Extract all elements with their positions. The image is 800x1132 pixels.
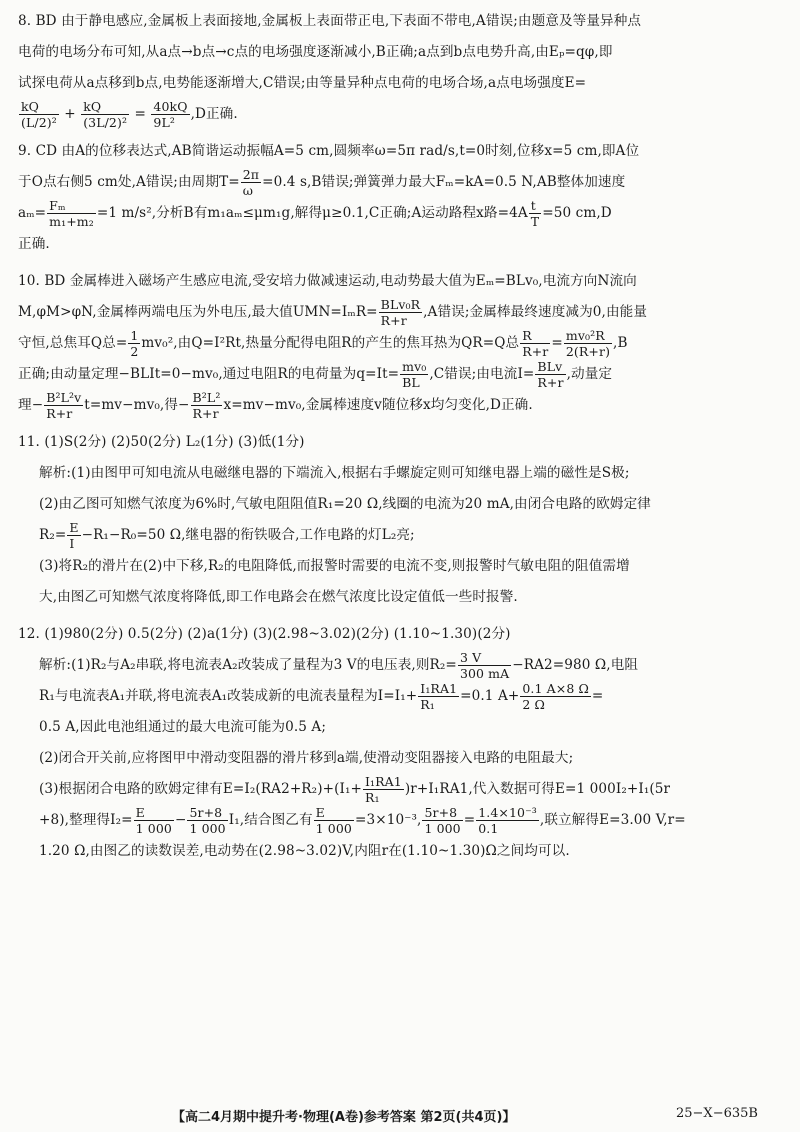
q8-line-3: 试探电荷从a点移到b点,电势能逐渐增大,C错误;由等量异种点电荷的电场合场,a点电场强度E= <box>18 75 587 91</box>
q8-fraction-3: $\frac{40kQ}{\text{9L²}}$ <box>153 99 188 130</box>
footer-title: 【高二4月期中提升考·物理(A卷)参考答案 第2页(共4页)】 <box>172 1110 516 1125</box>
q11-analysis-2: (2)由乙图可知燃气浓度为6%时,气敏电阻阻值R₁=20 Ω,线圈的电流为20 mA,由闭合电路的欧姆定律 <box>39 496 651 512</box>
q10-line-5: 理− $\frac{\text{B²L²v}}{R+r}$ t=mv−mv₀,得− $\frac{\text{B²L²}}{R+r}$ x=mv−mv₀,金属棒速度v随位移x均匀变化,D正确. <box>18 390 533 421</box>
q10-fraction-impulse: $\frac{\text{B²L²v}}{R+r}$ <box>46 390 82 421</box>
q12-fraction-intercept: $\frac{E}{1 000}$ <box>315 805 352 836</box>
q12-fraction-slope-2: $\frac{5r+8}{1 000}$ <box>424 805 461 836</box>
q10-fraction-displacement: $\frac{\text{B²L²}}{R+r}$ <box>192 390 221 421</box>
q10-fraction-half: $\frac{1}{2}$ <box>130 328 139 359</box>
q12-fraction-e: $\frac{E}{1 000}$ <box>135 805 172 836</box>
q11-analysis-4: (3)将R₂的滑片在(2)中下移,R₂的电阻降低,而报警时需要的电流不变,则报警时气敏电阻的阻值需增 <box>39 558 630 574</box>
q10-line-3: 守恒,总焦耳Q总= $\frac{1}{2}$ mv₀²,由Q=I²Rt,热量分配得电阻R的产生的焦耳热为QR=Q总 $\frac{R}{R+r}$ = $\frac{\text{mv₀²R}}{2(R+r)}$ ,B <box>18 328 628 359</box>
q12-fraction-slope: $\frac{5r+8}{1 000}$ <box>189 805 226 836</box>
question-12 <box>18 619 786 867</box>
q9-fraction-accel: $\frac{\text{Fₘ}}{\text{m₁+m₂}}$ <box>49 198 94 229</box>
q11-analysis-5: 大,由图乙可知燃气浓度将降低,即工作电路会在燃气浓度比设定值低一些时报警. <box>39 589 518 605</box>
question-11 <box>18 427 786 613</box>
q10-fraction-ratio: $\frac{R}{R+r}$ <box>522 328 549 359</box>
page-footer <box>0 1104 800 1128</box>
footer-code: 25−X−635B <box>676 1106 758 1121</box>
q12-analysis-6: +8),整理得I₂= $\frac{E}{1 000}$ − $\frac{5r+8}{1 000}$ I₁,结合图乙有 $\frac{E}{1 000}$ =3×10⁻³, $\frac{5r+8}{1 000}$ = $\frac{\text{1.4×10⁻³}}{0.1}$ ,联立解得E=3.00 V,r= <box>39 805 686 836</box>
q12-fraction-graph: $\frac{\text{1.4×10⁻³}}{0.1}$ <box>478 805 537 836</box>
q9-line-4: 正确. <box>18 236 50 252</box>
q12-analysis-1: 解析:(1)R₂与A₂串联,将电流表A₂改装成了量程为3 V的电压表,则R₂= $\frac{3 V}{300 mA}$ −RA2=980 Ω,电阻 <box>39 650 639 681</box>
q12-fraction-loop: $\frac{\text{I₁RA1}}{\text{R₁}}$ <box>365 774 402 805</box>
question-8 <box>18 6 786 130</box>
q9-line-3: aₘ= $\frac{\text{Fₘ}}{\text{m₁+m₂}}$ =1 m/s²,分析B有m₁aₘ≤μm₁g,解得μ≥0.1,C正确;A运动路程x路=4A $\frac{t}{T}$ =50 cm,D <box>18 198 612 229</box>
q8-line-4: $\frac{kQ}{\text{(L/2)²}}$ + $\frac{kQ}{\text{(3L/2)²}}$ = $\frac{40kQ}{\text{9L²}}$ ,D正确. <box>21 99 238 130</box>
q8-fraction-1: $\frac{kQ}{\text{(L/2)²}}$ <box>21 99 57 130</box>
q8-line-2: 电荷的电场分布可知,从a点→b点→c点的电场强度逐渐减小,B正确;a点到b点电势升高,由Eₚ=qφ,即 <box>18 44 613 60</box>
q12-fraction-shunt: $\frac{\text{I₁RA1}}{\text{R₁}}$ <box>420 681 458 712</box>
q8-line-1: 8. BD 由于静电感应,金属板上表面接地,金属板上表面带正电,下表面不带电,A错误;由题意及等量异种点 <box>18 13 642 29</box>
q12-analysis-3: 0.5 A,因此电池组通过的最大电流可能为0.5 A; <box>39 719 327 735</box>
q12-fraction-r2: $\frac{3 V}{300 mA}$ <box>459 650 510 681</box>
q10-fraction-charge: $\frac{\text{mv₀}}{BL}$ <box>402 359 427 390</box>
q10-fraction-heat: $\frac{\text{mv₀²R}}{2(R+r)}$ <box>565 328 611 359</box>
q10-line-4: 正确;由动量定理−BLIt=0−mv₀,通过电阻R的电荷量为q=It= $\frac{\text{mv₀}}{BL}$ ,C错误;由电流I= $\frac{\text{BLv}}{R+r}$ ,动量定 <box>18 359 613 390</box>
q11-analysis-3: R₂= $\frac{E}{I}$ −R₁−R₀=50 Ω,继电器的衔铁吸合,工作电路的灯L₂亮; <box>39 520 415 551</box>
q11-fraction-ohm: $\frac{E}{I}$ <box>69 520 79 551</box>
q12-analysis-5: (3)根据闭合电路的欧姆定律有E=I₂(RA2+R₂)+(I₁+ $\frac{\text{I₁RA1}}{\text{R₁}}$ )r+I₁RA1,代入数据可得E=1 000I₂+I₁(5r <box>39 774 671 805</box>
q10-line-1: 10. BD 金属棒进入磁场产生感应电流,受安培力做减速运动,电动势最大值为Eₘ=BLv₀,电流方向N流向 <box>18 273 637 289</box>
q12-fraction-value: $\frac{0.1 A\times 8 \Omega}{2 \Omega}$ <box>522 681 589 712</box>
q12-analysis-2: R₁与电流表A₁并联,将电流表A₁改装成新的电流表量程为I=I₁+ $\frac{\text{I₁RA1}}{\text{R₁}}$ =0.1 A+ $\frac{0.1 A\times 8 \Omega}{2 \Omega}$ = <box>39 681 604 712</box>
q9-line-2: 于O点右侧5 cm处,A错误;由周期T= $\frac{2\pi}{\omega}$ =0.4 s,B错误;弹簧弹力最大Fₘ=kA=0.5 N,AB整体加速度 <box>18 167 626 198</box>
q11-answer: 11. (1)S(2分) (2)50(2分) L₂(1分) (3)低(1分) <box>18 434 305 450</box>
q9-fraction-time: $\frac{t}{T}$ <box>530 198 540 229</box>
q12-analysis-7: 1.20 Ω,由图乙的读数误差,电动势在(2.98~3.02)V,内阻r在(1.10~1.30)Ω之间均可以. <box>39 843 570 859</box>
q9-line-1: 9. CD 由A的位移表达式,AB简谐运动振幅A=5 cm,圆频率ω=5π rad/s,t=0时刻,位移x=5 cm,即A位 <box>18 143 640 159</box>
q10-fraction-current: $\frac{\text{BLv}}{R+r}$ <box>537 359 564 390</box>
q9-fraction-period: $\frac{2\pi}{\omega}$ <box>242 167 260 198</box>
question-10 <box>18 266 786 421</box>
q12-answer: 12. (1)980(2分) 0.5(2分) (2)a(1分) (3)(2.98~3.02)(2分) (1.10~1.30)(2分) <box>18 626 511 642</box>
q12-analysis-4: (2)闭合开关前,应将图甲中滑动变阻器的滑片移到a端,使滑动变阻器接入电路的电阻最大; <box>39 750 574 766</box>
q8-fraction-2: $\frac{kQ}{\text{(3L/2)²}}$ <box>83 99 128 130</box>
q10-line-2: M,φM>φN,金属棒两端电压为外电压,最大值UMN=IₘR= $\frac{\text{BLv₀R}}{R+r}$ ,A错误;金属棒最终速度减为0,由能量 <box>18 297 648 328</box>
q11-analysis-1: 解析:(1)由图甲可知电流从电磁继电器的下端流入,根据右手螺旋定则可知继电器上端的磁性是S极; <box>39 465 630 481</box>
question-9 <box>18 136 786 260</box>
q10-fraction-voltage: $\frac{\text{BLv₀R}}{R+r}$ <box>380 297 421 328</box>
answer-page <box>18 6 786 867</box>
